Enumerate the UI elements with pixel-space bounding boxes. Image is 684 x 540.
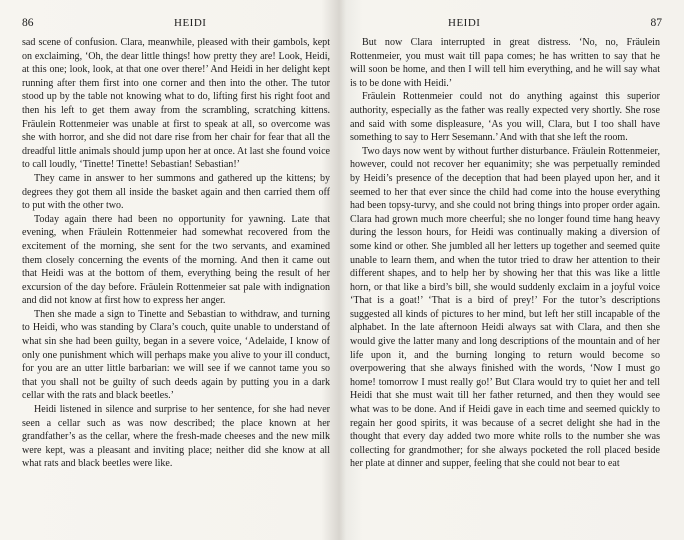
page-body [350,36,660,471]
paragraph: sad scene of confusion. Clara, meanwhile, pleased with their gambols, kept on exclaiming, ‘Oh, the dear little things! how pretty they are! Look, Heidi, at this one; look, look, at that one over there!’ And Heidi in her delight kept running after them first into one corner and then into the other. The tutor stood up by the table not knowing what to do, lifting first his right foot and then his left to get them away from the scrambling, scratching kittens. Fräulein Rottenmeier was unable at first to speak at all, so overcome was she with horror, and she did not dare rise from her chair for fear that all the dreadful little animals should jump upon her at once. At last she found voice to call loudly, ‘Tinette! Tinette! Sebastian! Sebastian!’ [22,37,330,171]
running-header: HEIDI [174,17,207,29]
right-page [342,0,684,540]
paragraph: Fräulein Rottenmeier could not do anything against this superior authority, especially as the father was really expected very shortly. She rose and said with some displeasure, ‘As you will, Clara, but I too shall have something to say to Herr Sesemann.’ And with that she left the room. [350,91,660,144]
paragraph: Today again there had been no opportunity for yawning. Late that evening, when Fräulein Rottenmeier had somewhat recovered from the excitement of the morning, she sent for the two servants, and examined them closely concerning the events of the morning. And then it came out that Heidi was at the bottom of them, everything being the result of her excursion of the day before. Fräulein Rottenmeier sat pale with indignation and did not know at first how to express her anger. [22,213,330,307]
paragraph: Then she made a sign to Tinette and Sebastian to withdraw, and turning to Heidi, who was standing by Clara’s couch, quite unable to understand of what sin she had been guilty, began in a severe voice, ‘Adelaide, I know of only one punishment which will perhaps make you alive to your ill conduct, for you are an utter little barbarian: we will see if we cannot tame you so that you shall not be guilty of such deeds again by putting you in a dark cellar with the rats and black beetles.’ [22,308,330,402]
paragraph: Heidi listened in silence and surprise to her sentence, for she had never seen a cellar such as was now described; the place known at her grandfather’s as the cellar, where the fresh-made cheeses and the new milk were kept, was a pleasant and inviting place; neither did she know at all what rats and black beetles were like. [22,404,330,470]
running-header: HEIDI [448,17,481,29]
page-number: 87 [650,17,662,29]
page-body [22,36,330,471]
paragraph: Two days now went by without further disturbance. Fräulein Rottenmeier, however, could not recover her equanimity; she was perpetually reminded by Heidi’s presence of the deception that had been played upon her, and it seemed to her that ever since the child had come into the house everything had been topsy-turvy, and she could not bring things into proper order again. Clara had grown much more cheerful; she no longer found time hang heavy during the lesson hours, for Heidi was continually making a diversion of some kind or other. She jumbled all her letters up together and seemed quite unable to learn them, and when the tutor tried to draw her attention to their different shapes, and to help her by showing her that this was like a little horn, or that like a bird’s bill, she would suddenly exclaim in a joyful voice ‘That is a goat!’ ‘That is a bird of prey!’ For the tutor’s descriptions suggested all kinds of pictures to her mind, but left her still incapable of the alphabet. In the late afternoon Heidi always sat with Clara, and then she would give the latter many and long descriptions of the mountain and of her life upon it, and the burning longing to return would become so overpowering that she always finished with the words, ‘Now I must go home! tomorrow I must really go!’ But Clara would try to quiet her and tell Heidi that she must wait till her father returned, and then they would see what was to be done. And if Heidi gave in each time and seemed quickly to regain her good spirits, it was because of a secret delight she had in the thought that every day added two more white rolls to the number she was collecting for grandmother; for she always pocketed the roll placed beside her plate at dinner and supper, feeling that she could not bear to eat [350,145,660,470]
page-number: 86 [22,17,34,29]
paragraph: But now Clara interrupted in great distress. ‘No, no, Fräulein Rottenmeier, you must wait till papa comes; he has written to say that he will soon be home, and then I will tell him everything, and he will say what is to be done with Heidi.’ [350,37,660,89]
paragraph: They came in answer to her summons and gathered up the kittens; by degrees they got them all inside the basket again and then carried them off to put with the other two. [22,172,330,212]
